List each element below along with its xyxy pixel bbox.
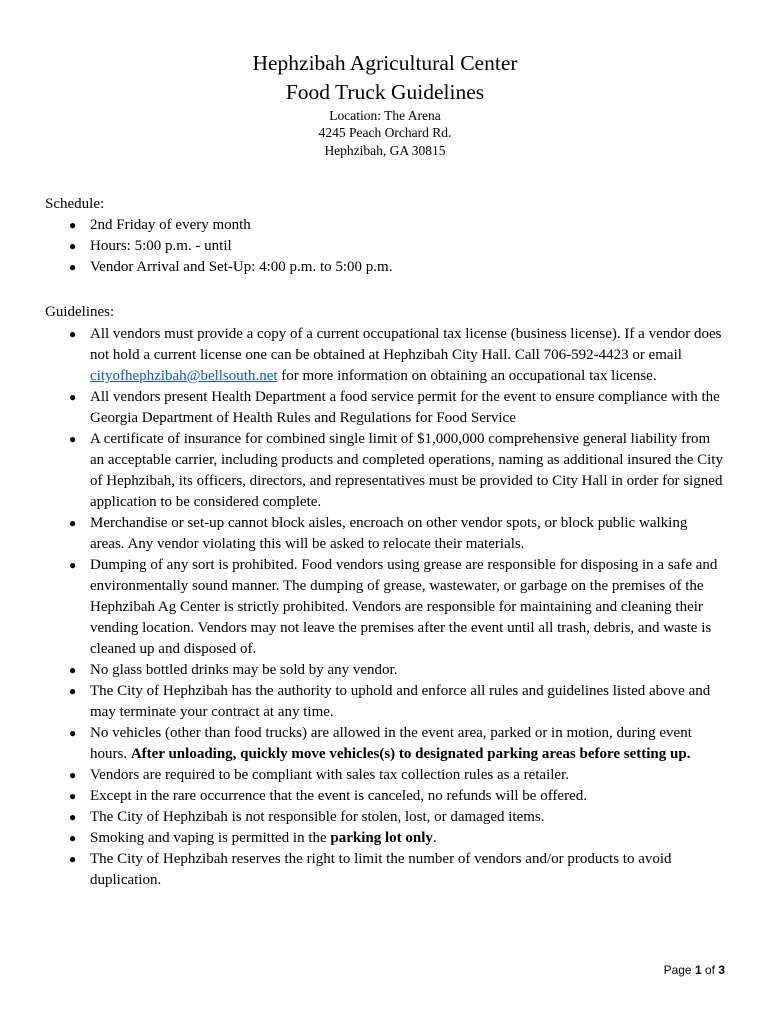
guideline-text: All vendors must provide a copy of a current occupational tax license (business license). If a vendor does not hold a current license one can be obtained at Hephzibah City Hall. Call 706-592-4423 or email (90, 326, 722, 363)
page-of-label: of (701, 963, 719, 977)
document-title-line-1: Hephzibah Agricultural Center (252, 51, 518, 75)
guideline-text: The City of Hephzibah has the authority to uphold and enforce all rules and guidelines listed above and may terminate your contract at any time. (90, 683, 711, 720)
bullet-icon: ● (69, 726, 77, 740)
page-label: Page (663, 963, 695, 977)
bullet-icon: ● (69, 558, 77, 572)
schedule-item-text: 2nd Friday of every month (90, 217, 251, 233)
schedule-item-text: Hours: 5:00 p.m. - until (90, 238, 232, 254)
guidelines-list (45, 324, 725, 891)
guideline-item (45, 849, 725, 891)
bullet-icon: ● (69, 239, 77, 253)
guideline-text: for more information on obtaining an occupational tax license. (277, 368, 657, 384)
schedule-item (45, 215, 725, 236)
guidelines-heading: Guidelines: (45, 304, 115, 320)
guideline-item (45, 429, 725, 513)
guideline-text: Vendors are required to be compliant with sales tax collection rules as a retailer. (90, 767, 569, 783)
guideline-text: No glass bottled drinks may be sold by any vendor. (90, 662, 398, 678)
guideline-item (45, 681, 725, 723)
schedule-list (45, 215, 725, 278)
guideline-text: The City of Hephzibah is not responsible for stolen, lost, or damaged items. (90, 809, 545, 825)
guideline-bold-text: After unloading, quickly move vehicles(s) to designated parking areas before setting up. (130, 746, 691, 762)
guideline-text: Merchandise or set-up cannot block aisles, encroach on other vendor spots, or block public walking areas. Any vendor violating this will be asked to relocate their materials. (90, 515, 688, 552)
guideline-item (45, 765, 725, 786)
guideline-text: . (432, 830, 437, 846)
bullet-icon: ● (69, 831, 77, 845)
guideline-text: A certificate of insurance for combined single limit of $1,000,000 comprehensive general liability from an acceptable carrier, including products and completed operations, naming as additional insured the City of Hephzibah, its officers, directors, and representatives must be provided to City Hall in order for signed application to be considered complete. (90, 431, 723, 510)
email-link[interactable]: cityofhephzibah@bellsouth.net (90, 368, 278, 384)
guideline-text: Except in the rare occurrence that the event is canceled, no refunds will be offered. (90, 788, 587, 804)
schedule-heading: Schedule: (45, 196, 105, 212)
bullet-icon: ● (69, 260, 77, 274)
schedule-item (45, 257, 725, 278)
guideline-item (45, 555, 725, 660)
guideline-item (45, 723, 725, 765)
page-number (664, 962, 725, 978)
page-current: 1 (694, 963, 702, 977)
bullet-icon: ● (69, 768, 77, 782)
bullet-icon: ● (69, 218, 77, 232)
guideline-text: All vendors present Health Department a food service permit for the event to ensure compliance with the Georgia Department of Health Rules and Regulations for Food Service (90, 389, 720, 426)
guideline-item (45, 513, 725, 555)
schedule-item-text: Vendor Arrival and Set-Up: 4:00 p.m. to 5:00 p.m. (90, 259, 393, 275)
bullet-icon: ● (69, 810, 77, 824)
bullet-icon: ● (69, 432, 77, 446)
document-title-line-2: Food Truck Guidelines (285, 80, 485, 104)
bullet-icon: ● (69, 684, 77, 698)
guideline-item (45, 786, 725, 807)
bullet-icon: ● (69, 663, 77, 677)
bullet-icon: ● (69, 516, 77, 530)
street-address-line: 4245 Peach Orchard Rd. (318, 125, 452, 140)
guideline-item (45, 387, 725, 429)
guideline-text: The City of Hephzibah reserves the right to limit the number of vendors and/or products to avoid duplication. (90, 851, 672, 888)
page-total: 3 (718, 963, 725, 977)
bullet-icon: ● (69, 789, 77, 803)
bullet-icon: ● (69, 852, 77, 866)
bullet-icon: ● (69, 390, 77, 404)
guideline-item (45, 828, 725, 849)
guideline-text: Smoking and vaping is permitted in the (90, 830, 331, 846)
guideline-text: No vehicles (other than food trucks) are allowed in the event area, parked or in motion, during event hours. (90, 725, 692, 762)
schedule-item (45, 236, 725, 257)
guideline-item (45, 324, 725, 387)
city-state-zip-line: Hephzibah, GA 30815 (324, 143, 446, 158)
guideline-item (45, 660, 725, 681)
guideline-bold-text: parking lot only (330, 830, 433, 846)
location-line: Location: The Arena (329, 108, 441, 123)
bullet-icon: ● (69, 327, 77, 341)
guideline-text: Dumping of any sort is prohibited. Food vendors using grease are responsible for disposing in a safe and environmentally sound manner. The dumping of grease, wastewater, or garbage on the premises of the Hephzibah Ag Center is strictly prohibited. Vendors are responsible for maintaining and cleaning their vending location. Vendors may not leave the premises after the event until all trash, debris, and waste is cleaned up and disposed of. (90, 557, 718, 657)
guideline-item (45, 807, 725, 828)
